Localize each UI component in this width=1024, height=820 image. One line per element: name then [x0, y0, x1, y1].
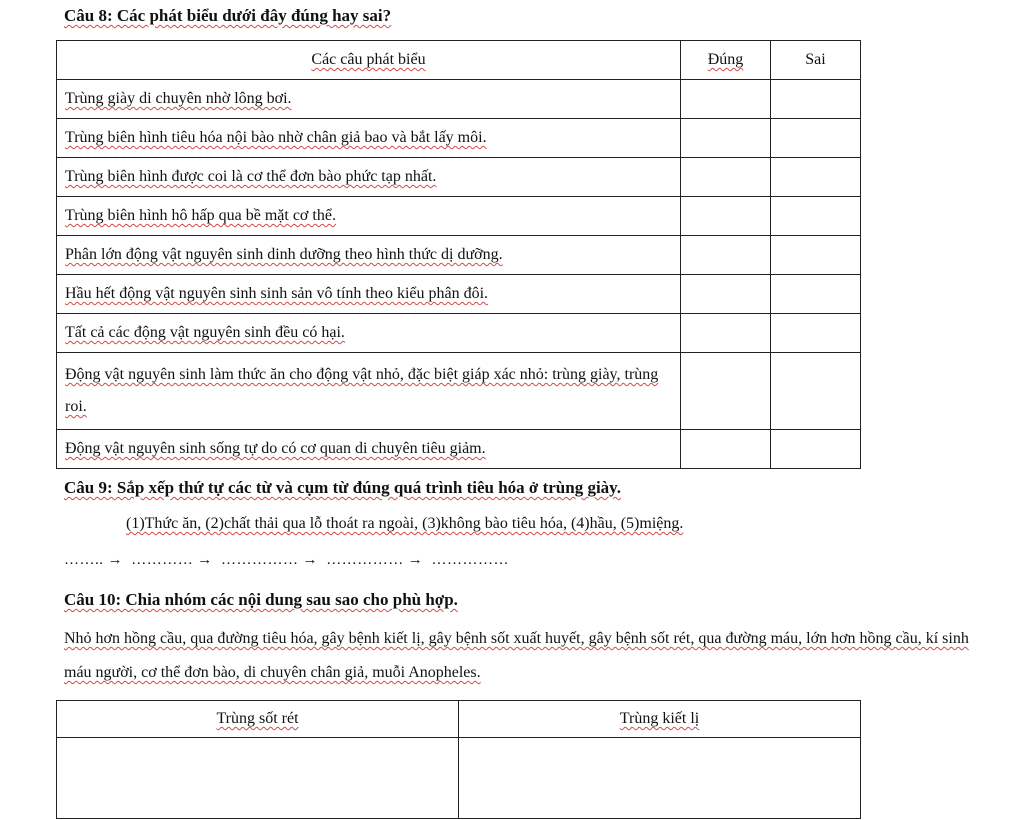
false-answer-cell[interactable] [771, 353, 861, 430]
true-answer-cell[interactable] [681, 80, 771, 119]
true-column-header: Đúng [681, 41, 771, 80]
question-10-title: Câu 10: Chia nhóm các nội dung sau sao cho phù hợp. [64, 590, 458, 609]
arrow-icon: → [407, 552, 424, 568]
digestion-items-text: (1)Thức ăn, (2)chất thải qua lỗ thoát ra ngoài, (3)không bào tiêu hóa, (4)hầu, (5)miệng. [126, 515, 684, 532]
statement-cell: Hầu hết động vật nguyên sinh sinh sản vô tính theo kiểu phân đôi. [57, 275, 681, 314]
arrow-icon: → [107, 552, 123, 568]
arrow-icon: → [302, 552, 318, 568]
statement-cell: Phân lớn động vật nguyên sinh dinh dưỡng theo hình thức dị dưỡng. [57, 236, 681, 275]
arrow-icon: → [197, 552, 213, 568]
true-answer-cell[interactable] [681, 353, 771, 430]
false-answer-cell[interactable] [771, 119, 861, 158]
statements-header: Các câu phát biểu [57, 41, 681, 80]
true-answer-cell[interactable] [681, 236, 771, 275]
table-row [57, 80, 861, 119]
table-row [57, 275, 861, 314]
true-answer-cell[interactable] [681, 275, 771, 314]
true-false-table [56, 40, 861, 469]
statement-cell: Động vật nguyên sinh làm thức ăn cho động vật nhỏ, đặc biệt giáp xác nhỏ: trùng giày, trùng roi. [57, 353, 681, 430]
false-answer-cell[interactable] [771, 158, 861, 197]
dysentery-amoeba-header: Trùng kiết lị [459, 701, 861, 738]
question-9-title: Câu 9: Sắp xếp thứ tự các từ và cụm từ đúng quá trình tiêu hóa ở trùng giày. [64, 478, 621, 497]
statement-cell: Trùng biên hình được coi là cơ thể đơn bào phức tạp nhất. [57, 158, 681, 197]
sequence-blanks [64, 552, 513, 569]
table-row [57, 158, 861, 197]
false-answer-cell[interactable] [771, 430, 861, 469]
table-row [57, 738, 861, 819]
false-answer-cell[interactable] [771, 197, 861, 236]
statement-cell: Trùng biên hình tiêu hóa nội bào nhờ chân giả bao và bắt lấy môi. [57, 119, 681, 158]
table-row [57, 314, 861, 353]
dysentery-answer-cell[interactable] [459, 738, 861, 819]
true-answer-cell[interactable] [681, 119, 771, 158]
statement-cell: Tất cả các động vật nguyên sinh đều có hại. [57, 314, 681, 353]
table-header-row [57, 701, 861, 738]
table-row [57, 119, 861, 158]
false-answer-cell[interactable] [771, 275, 861, 314]
malaria-answer-cell[interactable] [57, 738, 459, 819]
question-8-title: Câu 8: Các phát biểu dưới đây đúng hay sai? [64, 6, 392, 25]
blank-3[interactable]: …………… [221, 552, 299, 568]
table-row [57, 353, 861, 430]
true-answer-cell[interactable] [681, 430, 771, 469]
true-answer-cell[interactable] [681, 197, 771, 236]
true-answer-cell[interactable] [681, 158, 771, 197]
false-answer-cell[interactable] [771, 314, 861, 353]
blank-2[interactable]: ………… [131, 552, 194, 568]
false-answer-cell[interactable] [771, 236, 861, 275]
statement-cell: Động vật nguyên sinh sống tự do có cơ quan di chuyên tiêu giảm. [57, 430, 681, 469]
grouping-table [56, 700, 861, 819]
false-column-header: Sai [771, 41, 861, 80]
grouping-content-text: Nhỏ hơn hồng cầu, qua đường tiêu hóa, gây bệnh kiết lị, gây bệnh sốt xuất huyết, gây bệnh sốt rét, qua đường máu, lớn hơn hồng cầu, kí sinh máu người, cơ thể đơn bào, di chuyên chân giả, muỗi Anopheles. [64, 630, 969, 681]
table-header-row [57, 41, 861, 80]
blank-4[interactable]: …………… [326, 552, 404, 568]
statement-cell: Trùng giày di chuyên nhờ lông bơi. [57, 80, 681, 119]
malaria-parasite-header: Trùng sốt rét [57, 701, 459, 738]
blank-1[interactable]: …….. [64, 552, 104, 568]
blank-5[interactable]: …………… [431, 552, 509, 568]
true-answer-cell[interactable] [681, 314, 771, 353]
table-row [57, 236, 861, 275]
statement-cell: Trùng biên hình hô hấp qua bề mặt cơ thể. [57, 197, 681, 236]
table-row [57, 197, 861, 236]
false-answer-cell[interactable] [771, 80, 861, 119]
table-row [57, 430, 861, 469]
